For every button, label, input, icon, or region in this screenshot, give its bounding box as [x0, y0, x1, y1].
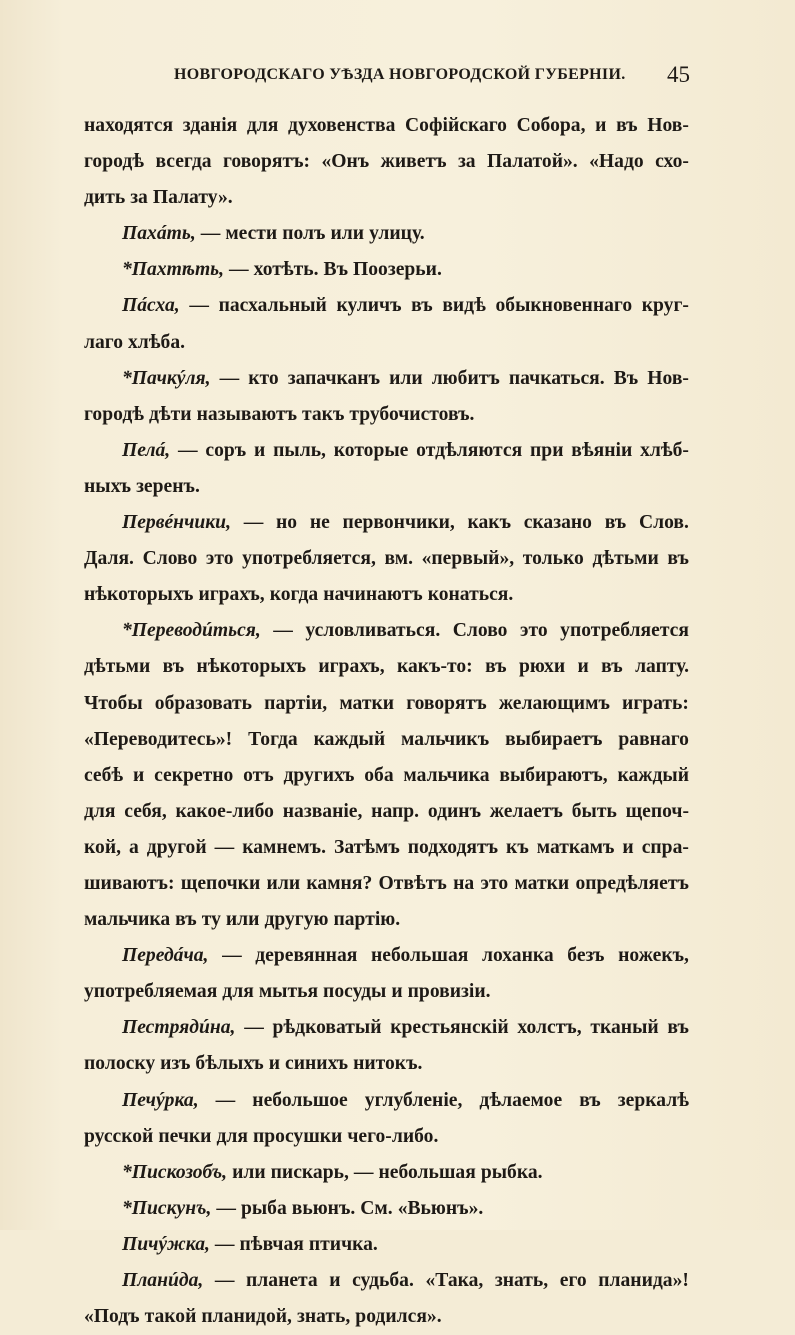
- text-line: [84, 938, 689, 974]
- word: живетъ: [380, 151, 447, 173]
- word: Слово: [452, 620, 508, 642]
- headword: *Пискунъ,: [122, 1197, 212, 1219]
- word: матки: [514, 872, 570, 894]
- word: рыба: [240, 1197, 287, 1219]
- word: первончики,: [342, 512, 455, 534]
- word: полоску: [84, 1053, 156, 1075]
- text-line: [84, 325, 689, 361]
- word: въ: [411, 295, 433, 317]
- word: равнаго: [618, 728, 689, 750]
- word: которые: [333, 439, 409, 461]
- headword: Пелá,: [122, 439, 171, 461]
- text-line: [84, 686, 689, 722]
- word: чего-либо.: [347, 1125, 439, 1147]
- headword: *Переводúться,: [122, 620, 261, 642]
- word: въ: [604, 512, 627, 534]
- word: зданія: [182, 115, 238, 136]
- word: Поозерьи.: [353, 259, 442, 281]
- headword: Первéнчики,: [122, 512, 231, 534]
- text-line: [84, 1119, 689, 1155]
- word: опредѣляетъ: [575, 872, 689, 894]
- headword: Пахáть,: [122, 223, 196, 245]
- word: «Переводитесь»!: [84, 728, 233, 750]
- text-line: [84, 1299, 689, 1335]
- word: играхъ,: [318, 656, 385, 678]
- word: образовать: [154, 692, 253, 714]
- word: при: [530, 439, 564, 461]
- word: въ: [601, 656, 623, 678]
- word: духовенства: [288, 115, 396, 136]
- word: партію.: [333, 909, 401, 931]
- word: рѣдковатый: [272, 1017, 382, 1039]
- word: Слово: [142, 548, 198, 570]
- text-line: [84, 722, 689, 758]
- word: хлѣба.: [128, 331, 186, 353]
- word: другихъ: [283, 764, 355, 786]
- text-line: [84, 469, 689, 505]
- word: мытья: [258, 981, 319, 1003]
- word: —: [215, 1089, 236, 1111]
- word: «первый»,: [421, 548, 515, 570]
- word: мальчика: [84, 909, 171, 931]
- word: отъ: [243, 764, 274, 786]
- word: щепоч-: [625, 800, 689, 822]
- word: планидой,: [201, 1306, 292, 1328]
- word: одинъ: [427, 800, 482, 822]
- word: полъ: [282, 223, 326, 245]
- word: Собора,: [516, 115, 586, 136]
- word: —: [214, 1270, 235, 1291]
- word: —: [216, 1197, 236, 1219]
- word: знать,: [494, 1270, 549, 1291]
- text-line: [84, 974, 689, 1010]
- word: —: [229, 259, 249, 281]
- word: нѣкоторыхъ: [196, 656, 306, 678]
- word: видѣ: [442, 295, 486, 317]
- word: кто: [248, 367, 279, 389]
- word: названіе,: [282, 800, 363, 822]
- headword: *Пискозобъ,: [122, 1161, 228, 1183]
- word: это: [480, 872, 509, 894]
- word: матки: [339, 692, 395, 714]
- word: для: [246, 115, 279, 136]
- text-line: [84, 1191, 689, 1227]
- word: нитокъ.: [353, 1053, 423, 1075]
- word: или: [266, 872, 301, 894]
- headword: Пичýжка,: [122, 1233, 210, 1255]
- word: быть: [571, 800, 617, 822]
- word: или: [389, 367, 423, 389]
- word: или: [225, 909, 260, 931]
- text-line: [84, 758, 689, 794]
- word: ножекъ,: [618, 945, 689, 967]
- word: лоханка: [481, 945, 554, 967]
- word: въ: [667, 1017, 689, 1039]
- word: пыль,: [273, 439, 326, 461]
- word: камнемъ.: [242, 836, 326, 858]
- word: это: [519, 620, 548, 642]
- word: въ: [485, 656, 507, 678]
- word: и: [595, 115, 607, 136]
- word: Отвѣтъ: [378, 872, 447, 894]
- word: Чтобы: [84, 692, 143, 714]
- word: но: [276, 512, 298, 534]
- word: какое-либо: [175, 800, 274, 822]
- word: другую: [264, 909, 329, 931]
- word: оба: [364, 764, 394, 786]
- word: и: [329, 1270, 341, 1291]
- word: желаетъ: [489, 800, 563, 822]
- word: зеркалѣ: [617, 1089, 689, 1111]
- word: и: [132, 764, 145, 786]
- word: изъ: [160, 1053, 191, 1075]
- text-line: [84, 577, 689, 613]
- word: употребляется: [560, 620, 689, 642]
- word: Тогда: [248, 728, 298, 750]
- word: хлѣб-: [640, 439, 689, 461]
- text-line: [84, 505, 689, 541]
- word: знать,: [296, 1306, 351, 1328]
- word: «Надо: [589, 151, 644, 173]
- word: —: [178, 439, 198, 461]
- word: «Подъ: [84, 1306, 140, 1328]
- word: соръ: [205, 439, 247, 461]
- word: небольшая: [370, 945, 469, 967]
- word: запачканъ: [287, 367, 381, 389]
- word: пискарь,: [270, 1161, 349, 1183]
- word: не: [309, 512, 330, 534]
- word: углубленіе,: [364, 1089, 463, 1111]
- word: хотѣть.: [253, 259, 319, 281]
- dictionary-text: [84, 108, 689, 1335]
- word: называютъ: [196, 403, 298, 425]
- word: себѣ: [84, 764, 124, 786]
- word: играхъ,: [198, 584, 265, 606]
- word: для: [84, 800, 116, 822]
- word: вѣяніи: [571, 439, 633, 461]
- word: «Вьюнъ».: [397, 1197, 484, 1219]
- word: Палатой».: [487, 151, 578, 173]
- word: щепочки: [180, 872, 261, 894]
- word: Затѣмъ: [333, 836, 400, 858]
- word: дѣтьми: [592, 548, 659, 570]
- word: —: [353, 1161, 374, 1183]
- headword: Пáсха,: [122, 295, 180, 317]
- word: въ: [175, 909, 197, 931]
- word: крестьянскій: [390, 1017, 509, 1039]
- word: печки: [158, 1125, 212, 1147]
- word: —: [189, 295, 209, 317]
- headword: Печýрка,: [122, 1089, 199, 1111]
- word: въ: [616, 115, 638, 136]
- word: планета: [245, 1270, 318, 1291]
- word: или: [232, 1161, 266, 1183]
- text-line: [84, 613, 689, 649]
- headword: *Пачкýля,: [122, 367, 211, 389]
- word: пѣвчая: [239, 1233, 304, 1255]
- text-line: [84, 902, 689, 938]
- word: русской: [84, 1125, 154, 1147]
- text-line: [84, 216, 689, 252]
- word: и: [577, 656, 589, 678]
- word: пачкаться.: [508, 367, 605, 389]
- text-line: [84, 1227, 689, 1263]
- text-line: [84, 180, 689, 216]
- word: напр.: [371, 800, 420, 822]
- word: —: [200, 223, 221, 245]
- word: партіи,: [264, 692, 328, 714]
- word: когда: [269, 584, 319, 606]
- word: —: [243, 512, 264, 534]
- word: это: [205, 548, 234, 570]
- word: въ: [667, 548, 689, 570]
- word: а: [129, 836, 139, 858]
- word: трубочистовъ.: [349, 403, 475, 425]
- word: деревянная: [255, 945, 358, 967]
- headword: Пестрядúна,: [122, 1017, 236, 1039]
- word: выбираютъ,: [499, 764, 608, 786]
- word: такъ: [302, 403, 345, 425]
- word: дѣти: [149, 403, 192, 425]
- word: и: [391, 981, 403, 1003]
- word: холстъ,: [517, 1017, 582, 1039]
- text-line: [84, 288, 689, 324]
- word: только: [522, 548, 584, 570]
- text-line: [84, 866, 689, 902]
- word: рюхи: [518, 656, 566, 678]
- text-line: [84, 361, 689, 397]
- word: для: [222, 981, 254, 1003]
- word: какъ: [467, 512, 512, 534]
- text-line: [84, 144, 689, 180]
- word: камня?: [306, 872, 373, 894]
- word: отдѣляются: [416, 439, 523, 461]
- word: или: [330, 223, 365, 245]
- word: каждый: [617, 764, 689, 786]
- word: лаго: [84, 331, 123, 353]
- word: пасхальный: [218, 295, 327, 317]
- word: и: [254, 439, 266, 461]
- word: ныхъ: [84, 475, 132, 497]
- word: такой: [144, 1306, 197, 1328]
- word: говорятъ:: [222, 151, 311, 173]
- word: секретно: [154, 764, 234, 786]
- word: подходятъ: [407, 836, 499, 858]
- text-line: [84, 794, 689, 830]
- page-number: 45: [667, 62, 690, 87]
- text-line: [84, 1155, 689, 1191]
- word: бѣлыхъ: [195, 1053, 264, 1075]
- word: планида»!: [598, 1270, 689, 1291]
- word: вм.: [384, 548, 413, 570]
- word: въ: [579, 1089, 601, 1111]
- word: маткамъ: [536, 836, 615, 858]
- word: условливаться.: [305, 620, 441, 642]
- word: —: [244, 1017, 264, 1039]
- word: родился».: [355, 1306, 442, 1328]
- text-line: [84, 1083, 689, 1119]
- word: каждый: [313, 728, 386, 750]
- running-title: НОВГОРОДСКАГО УѢЗДА НОВГОРОДСКОЙ ГУБЕРНІИ.: [174, 66, 626, 83]
- word: въ: [162, 656, 185, 678]
- word: Нов-: [647, 115, 689, 136]
- word: дить: [84, 187, 126, 209]
- word: безъ: [567, 945, 605, 967]
- text-line: [84, 649, 689, 685]
- word: говорятъ: [406, 692, 487, 714]
- word: зеренъ.: [136, 475, 200, 497]
- word: —: [214, 1233, 235, 1255]
- text-line: [84, 830, 689, 866]
- word: просушки: [253, 1125, 343, 1147]
- word: тканый: [590, 1017, 659, 1039]
- word: любитъ: [431, 367, 500, 389]
- word: рыбка.: [480, 1161, 543, 1183]
- word: употребляемая: [84, 981, 218, 1003]
- word: желающимъ: [498, 692, 610, 714]
- word: за: [130, 187, 148, 209]
- text-line: [84, 1046, 689, 1082]
- text-line: [84, 541, 689, 577]
- word: выбираетъ: [505, 728, 603, 750]
- word: птичка.: [308, 1233, 378, 1255]
- word: начинаютъ: [323, 584, 423, 606]
- word: для: [216, 1125, 248, 1147]
- word: дѣтьми: [84, 656, 151, 678]
- word: дѣлаемое: [479, 1089, 563, 1111]
- word: кой,: [84, 836, 122, 858]
- word: См.: [360, 1197, 393, 1219]
- text-line: [84, 1263, 689, 1299]
- word: употребляется,: [242, 548, 376, 570]
- word: его: [559, 1270, 587, 1291]
- text-line: [84, 433, 689, 469]
- word: обыкновеннаго: [495, 295, 633, 317]
- page-header: [150, 62, 690, 92]
- word: къ: [506, 836, 529, 858]
- word: куличъ: [336, 295, 402, 317]
- text-line: [84, 108, 689, 144]
- word: мальчика: [403, 764, 490, 786]
- word: Нов-: [647, 367, 689, 389]
- word: конаться.: [427, 584, 514, 606]
- headword: *Пахтѣть,: [122, 259, 225, 281]
- word: ту: [201, 909, 221, 931]
- word: мести: [225, 223, 278, 245]
- word: провизіи.: [407, 981, 491, 1003]
- word: и: [268, 1053, 281, 1075]
- word: на: [453, 872, 475, 894]
- word: спра-: [641, 836, 689, 858]
- word: городѣ: [84, 151, 145, 173]
- word: мальчикъ: [401, 728, 490, 750]
- word: схо-: [655, 151, 689, 173]
- word: находятся: [84, 115, 174, 136]
- word: —: [219, 367, 240, 389]
- word: городѣ: [84, 403, 145, 425]
- word: —: [214, 836, 235, 858]
- headword: Планúда,: [122, 1270, 204, 1291]
- word: Слов.: [638, 512, 689, 534]
- word: сказано: [523, 512, 592, 534]
- word: себя,: [124, 800, 167, 822]
- word: играть:: [622, 692, 689, 714]
- word: синихъ: [285, 1053, 349, 1075]
- word: вьюнъ.: [291, 1197, 356, 1219]
- word: круг-: [641, 295, 689, 317]
- word: и: [622, 836, 634, 858]
- word: нѣкоторыхъ: [84, 584, 194, 606]
- word: всегда: [155, 151, 212, 173]
- word: Софійскаго: [405, 115, 507, 136]
- text-line: [84, 1010, 689, 1046]
- word: какъ-то:: [396, 656, 473, 678]
- word: «Така,: [425, 1270, 484, 1291]
- word: Въ: [323, 259, 348, 281]
- headword: Передáча,: [122, 945, 209, 967]
- word: небольшая: [378, 1161, 476, 1183]
- word: за: [457, 151, 476, 173]
- text-line: [84, 252, 689, 288]
- word: —: [222, 945, 242, 967]
- text-line: [84, 397, 689, 433]
- word: Даля.: [84, 548, 134, 570]
- word: шиваютъ:: [84, 872, 175, 894]
- word: «Онъ: [321, 151, 370, 173]
- word: Палату».: [152, 187, 233, 209]
- word: лапту.: [635, 656, 689, 678]
- word: судьба.: [352, 1270, 414, 1291]
- word: посуды: [323, 981, 387, 1003]
- word: улицу.: [369, 223, 425, 245]
- word: Въ: [613, 367, 639, 389]
- word: другой: [146, 836, 207, 858]
- word: —: [273, 620, 293, 642]
- word: небольшое: [252, 1089, 348, 1111]
